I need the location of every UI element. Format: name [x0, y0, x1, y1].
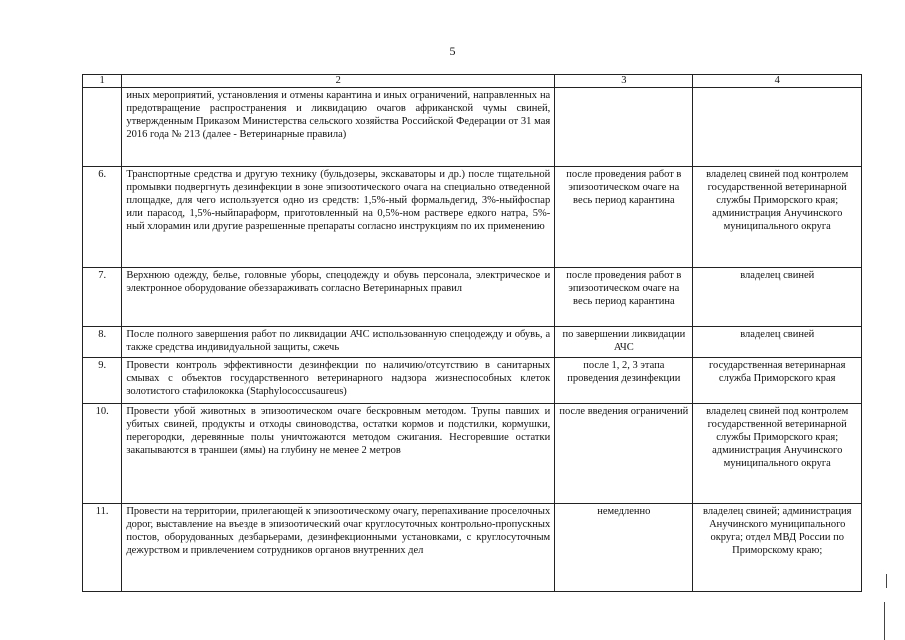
measure-term: после проведения работ в эпизоотическом очаге на весь период карантина: [555, 167, 693, 268]
measure-term: после проведения работ в эпизоотическом очаге на весь период карантина: [555, 268, 693, 327]
row-number: 11.: [83, 504, 122, 592]
row-number: [83, 88, 122, 167]
measure-term: после 1, 2, 3 этапа проведения дезинфекции: [555, 358, 693, 404]
measure-term: [555, 88, 693, 167]
row-number: 9.: [83, 358, 122, 404]
measure-term: немедленно: [555, 504, 693, 592]
header-col-4: 4: [693, 75, 862, 88]
measure-responsible: [693, 88, 862, 167]
measure-responsible: владелец свиней под контролем государственной ветеринарной службы Приморского края; администрация Анучинского муниципального округа: [693, 167, 862, 268]
header-col-3: 3: [555, 75, 693, 88]
measure-responsible: владелец свиней: [693, 327, 862, 358]
table-row: [83, 167, 862, 268]
measure-responsible: владелец свиней; администрация Анучинского муниципального округа; отдел МВД России по Приморскому краю;: [693, 504, 862, 592]
measure-responsible: владелец свиней под контролем государственной ветеринарной службы Приморского края; администрация Анучинского муниципального округа: [693, 404, 862, 504]
scan-margin-mark: [886, 574, 887, 588]
table-row: [83, 327, 862, 358]
measure-text: Верхнюю одежду, белье, головные уборы, спецодежду и обувь персонала, электрическое и электронное оборудование обеззараживать согласно Ветеринарных правил: [122, 268, 555, 327]
table-header-row: [83, 75, 862, 88]
scan-margin-mark: [884, 602, 885, 640]
measure-text: иных мероприятий, установления и отмены карантина и иных ограничений, направленных на предотвращение распространения и ликвидацию очагов африканской чумы свиней, утвержденным Приказом Министерства сельского хозяйства Российской Федерации от 31 мая 2016 года № 213 (далее - Ветеринарные правила): [122, 88, 555, 167]
table-row: [83, 358, 862, 404]
measure-responsible: государственная ветеринарная служба Приморского края: [693, 358, 862, 404]
measure-term: после введения ограничений: [555, 404, 693, 504]
table-row: [83, 404, 862, 504]
measure-text: Провести убой животных в эпизоотическом очаге бескровным методом. Трупы павших и убитых свиней, продукты и отходы свиноводства, остатки кормов и подстилки, кормушки, перегородки, деревянные полы уничтожаются методом сжигания. Несгоревшие остатки закапываются в траншеи (ямы) на глубину не менее 2 метров: [122, 404, 555, 504]
measures-table: [82, 74, 862, 592]
table-row: [83, 504, 862, 592]
measure-text: Транспортные средства и другую технику (бульдозеры, экскаваторы и др.) после тщательной промывки подвергнуть дезинфекции в зоне эпизоотического очага на специально отведенной площадке, для чего используется одно из средств: 1,5%-ный формальдегид, 3%-ныйфоспар или парасод, 1,5%-ныйпараформ, приготовленный на 0,5%-ном раствере едкого натра, 5%-ный хлорамин или другие разрешенные препараты согласно инструкциям по их применению: [122, 167, 555, 268]
row-number: 7.: [83, 268, 122, 327]
header-col-1: 1: [83, 75, 122, 88]
table-row: [83, 88, 862, 167]
measure-text: Провести контроль эффективности дезинфекции по наличию/отсутствию в санитарных смывах с объектов государственного ветеринарного надзора жизнеспособных клеток золотистого стафилококка (Staphylococcusaureus): [122, 358, 555, 404]
row-number: 6.: [83, 167, 122, 268]
measure-responsible: владелец свиней: [693, 268, 862, 327]
measure-text: После полного завершения работ по ликвидации АЧС использованную спецодежду и обувь, а также средства индивидуальной защиты, сжечь: [122, 327, 555, 358]
measure-text: Провести на территории, прилегающей к эпизоотическому очагу, перепахивание проселочных дорог, выставление на въезде в эпизоотический очаг круглосуточных контрольно-пропускных постов, оборудованных дезбарьерами, дезинфекционными установками, с круглосуточным дежурством и привлечением сотрудников органов внутренних дел: [122, 504, 555, 592]
row-number: 10.: [83, 404, 122, 504]
row-number: 8.: [83, 327, 122, 358]
table-row: [83, 268, 862, 327]
page-number: 5: [449, 44, 456, 58]
measure-term: по завершении ликвидации АЧС: [555, 327, 693, 358]
header-col-2: 2: [122, 75, 555, 88]
